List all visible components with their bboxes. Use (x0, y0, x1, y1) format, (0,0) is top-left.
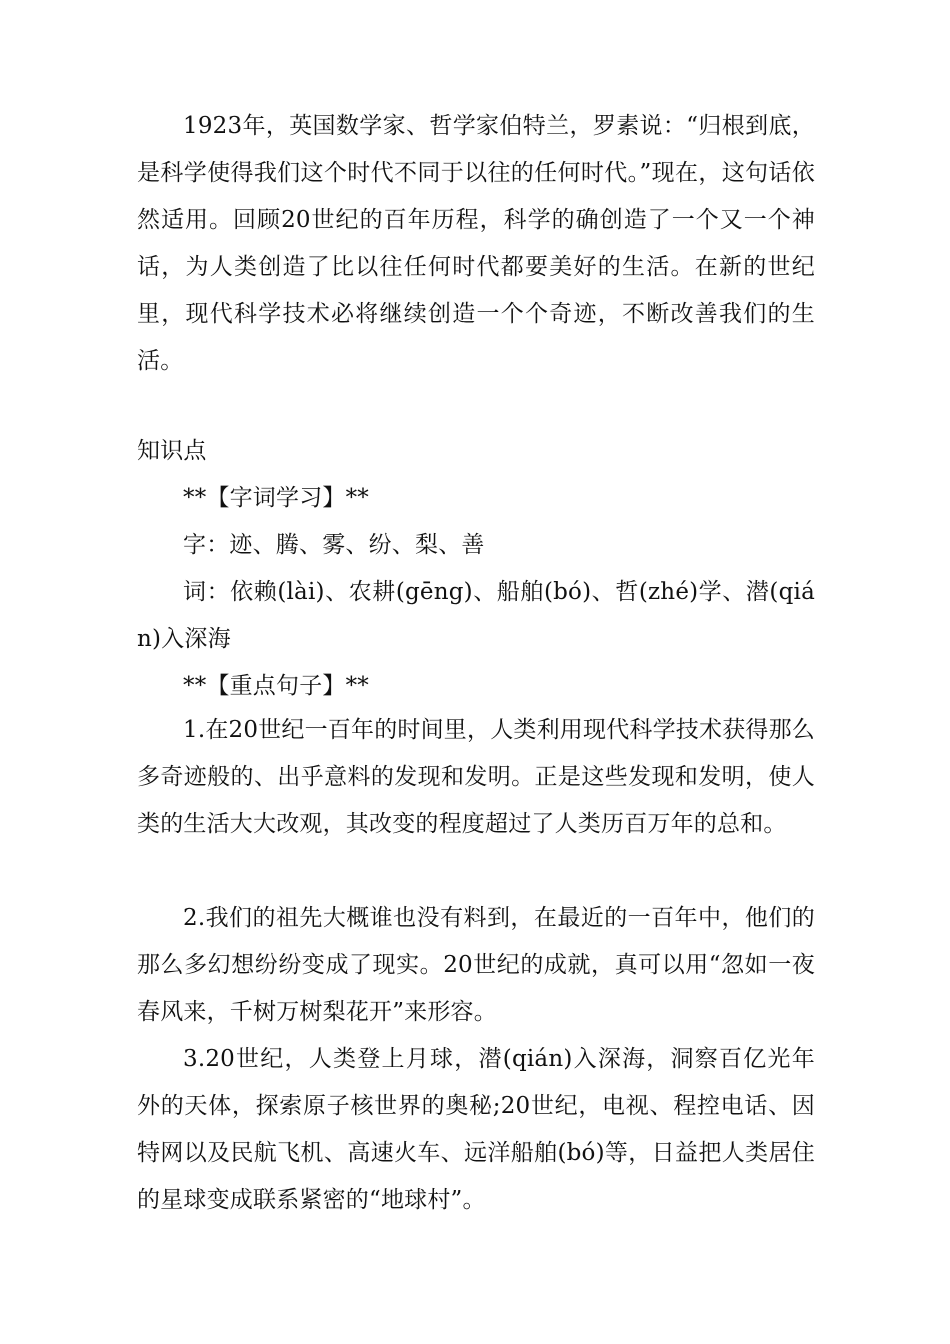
vocab-heading: **【字词学习】** (183, 485, 369, 511)
words-line: 词：依赖(lài)、农耕(gēng)、船舶(bó)、哲(zhé)学、潜(qián)入深海 (137, 579, 815, 652)
chars-line: 字：迹、腾、雾、纷、梨、善 (183, 532, 485, 558)
sentence-item: 3.20世纪，人类登上月球，潜(qián)入深海，洞察百亿光年外的天体，探索原子核世界的奥秘;20世纪，电视、程控电话、因特网以及民航飞机、高速火车、远洋船舶(bó)等，日益把人类居住的星球变成联系紧密的“地球村”。 (137, 1046, 815, 1213)
intro-paragraph: 1923年，英国数学家、哲学家伯特兰，罗素说：“归根到底，是科学使得我们这个时代不同于以往的任何时代。”现在，这句话依然适用。回顾20世纪的百年历程，科学的确创造了一个又一个神话，为人类创造了比以往任何时代都要美好的生活。在新的世纪里，现代科学技术必将继续创造一个个奇迹，不断改善我们的生活。 (137, 113, 815, 374)
sentences-heading: **【重点句子】** (183, 673, 369, 699)
sentence-item: 2.我们的祖先大概谁也没有料到，在最近的一百年中，他们的那么多幻想纷纷变成了现实。20世纪的成就，真可以用“忽如一夜春风来，千树万树梨花开”来形容。 (137, 905, 815, 1025)
sentence-item: 1.在20世纪一百年的时间里，人类利用现代科学技术获得那么多奇迹般的、出乎意料的发现和发明。正是这些发现和发明，使人类的生活大大改观，其改变的程度超过了人类历百万年的总和。 (137, 717, 816, 837)
knowledge-heading: 知识点 (137, 438, 207, 464)
